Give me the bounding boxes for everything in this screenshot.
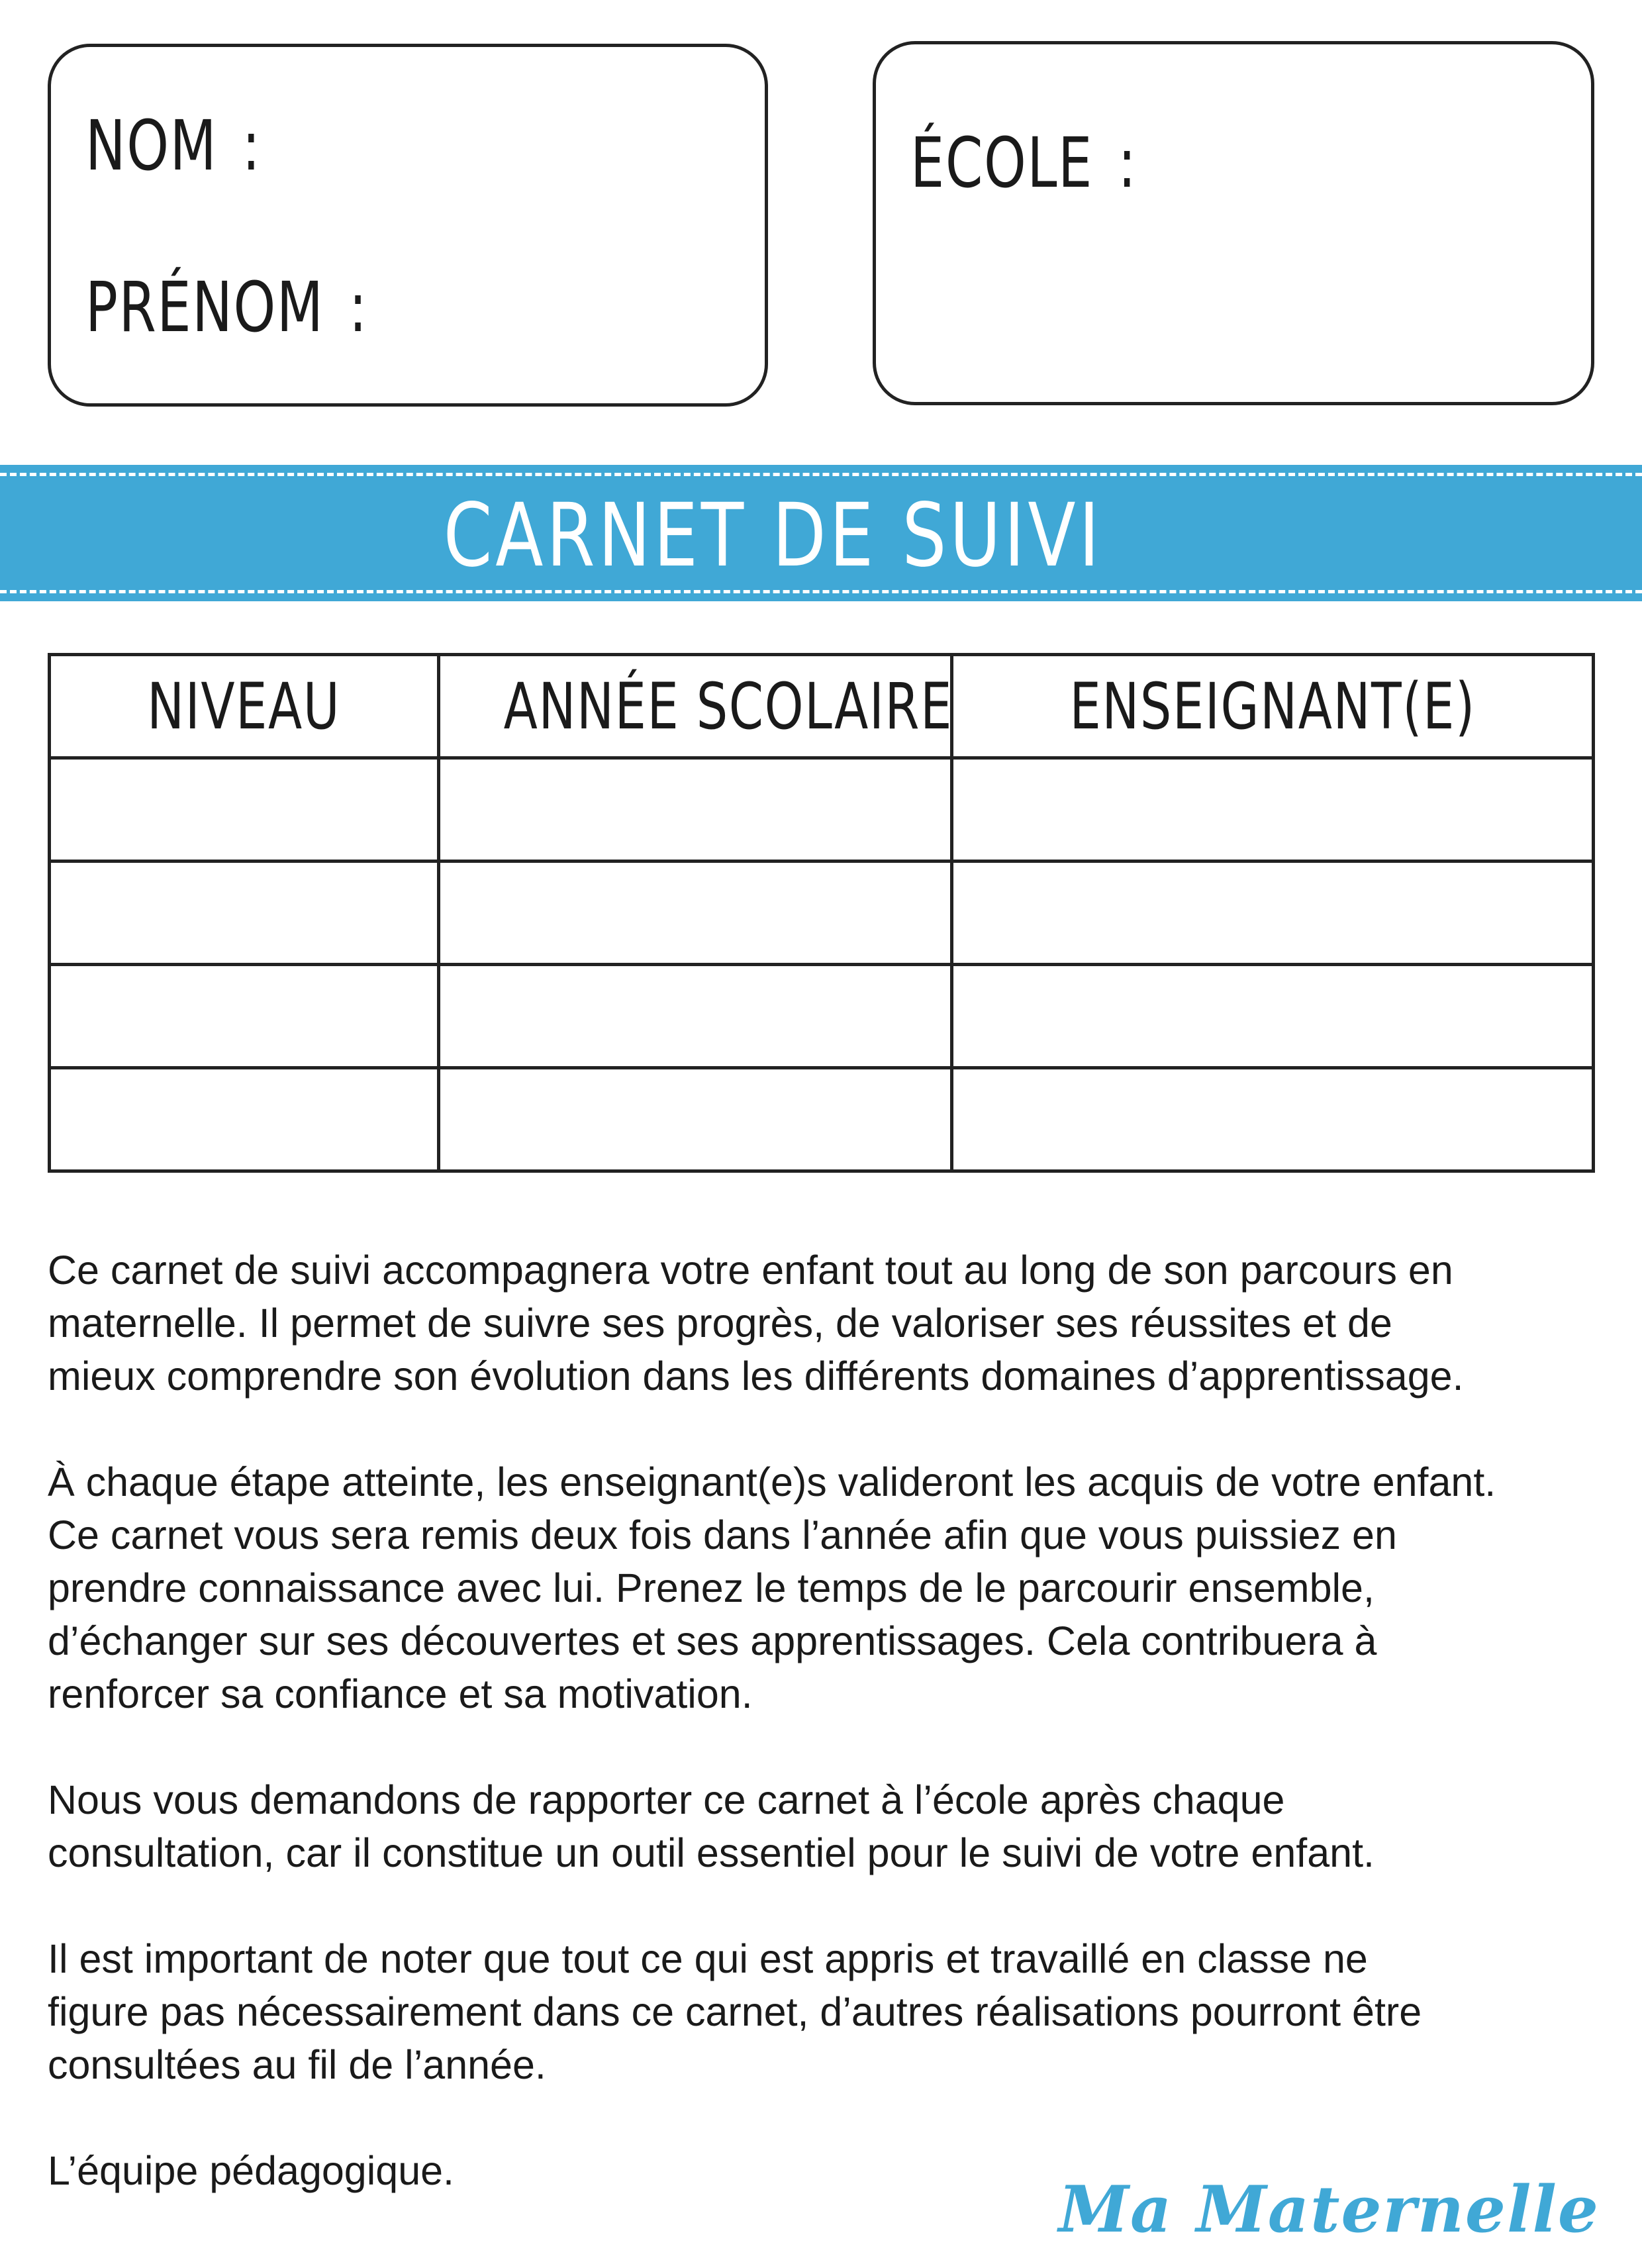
header-niveau: NIVEAU — [50, 655, 439, 758]
ecole-label: ÉCOLE — [910, 123, 1093, 203]
ecole-field[interactable] — [910, 123, 1137, 203]
prenom-label: PRÉNOM — [85, 267, 324, 348]
table-header-row — [50, 655, 1594, 758]
title-banner — [0, 465, 1642, 601]
table-row — [50, 1068, 1594, 1171]
nom-label: NOM — [85, 105, 218, 186]
student-identity-box — [48, 44, 768, 407]
page-title: CARNET DE SUIVI — [443, 485, 1103, 587]
cell-annee-scolaire[interactable] — [439, 965, 952, 1068]
banner-bottom-dashes — [0, 590, 1642, 593]
prenom-separator: : — [348, 267, 368, 348]
school-box — [873, 41, 1594, 405]
cell-niveau[interactable] — [50, 862, 439, 965]
cell-annee-scolaire[interactable] — [439, 1068, 952, 1171]
cell-niveau[interactable] — [50, 758, 439, 862]
cell-niveau[interactable] — [50, 1068, 439, 1171]
table-row — [50, 862, 1594, 965]
cell-annee-scolaire[interactable] — [439, 862, 952, 965]
tracking-table — [48, 653, 1595, 1173]
nom-field[interactable] — [85, 105, 262, 186]
nom-separator: : — [242, 105, 262, 186]
cell-enseignant[interactable] — [952, 965, 1594, 1068]
cell-annee-scolaire[interactable] — [439, 758, 952, 862]
cell-niveau[interactable] — [50, 965, 439, 1068]
prenom-field[interactable] — [85, 267, 368, 348]
cell-enseignant[interactable] — [952, 758, 1594, 862]
brand-logo: Ma Maternelle — [1058, 2172, 1600, 2247]
table-row — [50, 965, 1594, 1068]
header-enseignant: ENSEIGNANT(E) — [952, 655, 1594, 758]
header-annee-scolaire: ANNÉE SCOLAIRE — [439, 655, 952, 758]
paragraph-validation: À chaque étape atteinte, les enseignant(e)s valideront les acquis de votre enfant. Ce carnet vous sera remis deux fois dans l’année afin que vous puissiez en prendre connaissance avec lui. Prenez le temps de le parcourir ensemble, d’échanger sur ses découvertes et ses apprentissages. Cela contribuera à renforcer sa confiance et sa motivation. — [48, 1459, 1496, 1716]
body-text — [48, 1244, 1623, 2250]
paragraph-return: Nous vous demandons de rapporter ce carnet à l’école après chaque consultation, car il constitue un outil essentiel pour le suivi de votre enfant. — [48, 1777, 1375, 1875]
banner-top-dashes — [0, 473, 1642, 476]
cell-enseignant[interactable] — [952, 862, 1594, 965]
ecole-separator: : — [1118, 123, 1137, 203]
paragraph-signature: L’équipe pédagogique. — [48, 2148, 454, 2193]
cell-enseignant[interactable] — [952, 1068, 1594, 1171]
table-row — [50, 758, 1594, 862]
paragraph-note: Il est important de noter que tout ce qui est appris et travaillé en classe ne figure pas nécessairement dans ce carnet, d’autres réalisations pourront être consultées au fil de l’année. — [48, 1936, 1422, 2087]
paragraph-intro: Ce carnet de suivi accompagnera votre enfant tout au long de son parcours en maternelle. Il permet de suivre ses progrès, de valoriser ses réussites et de mieux comprendre son évolution dans les différents domaines d’apprentissage. — [48, 1248, 1464, 1399]
